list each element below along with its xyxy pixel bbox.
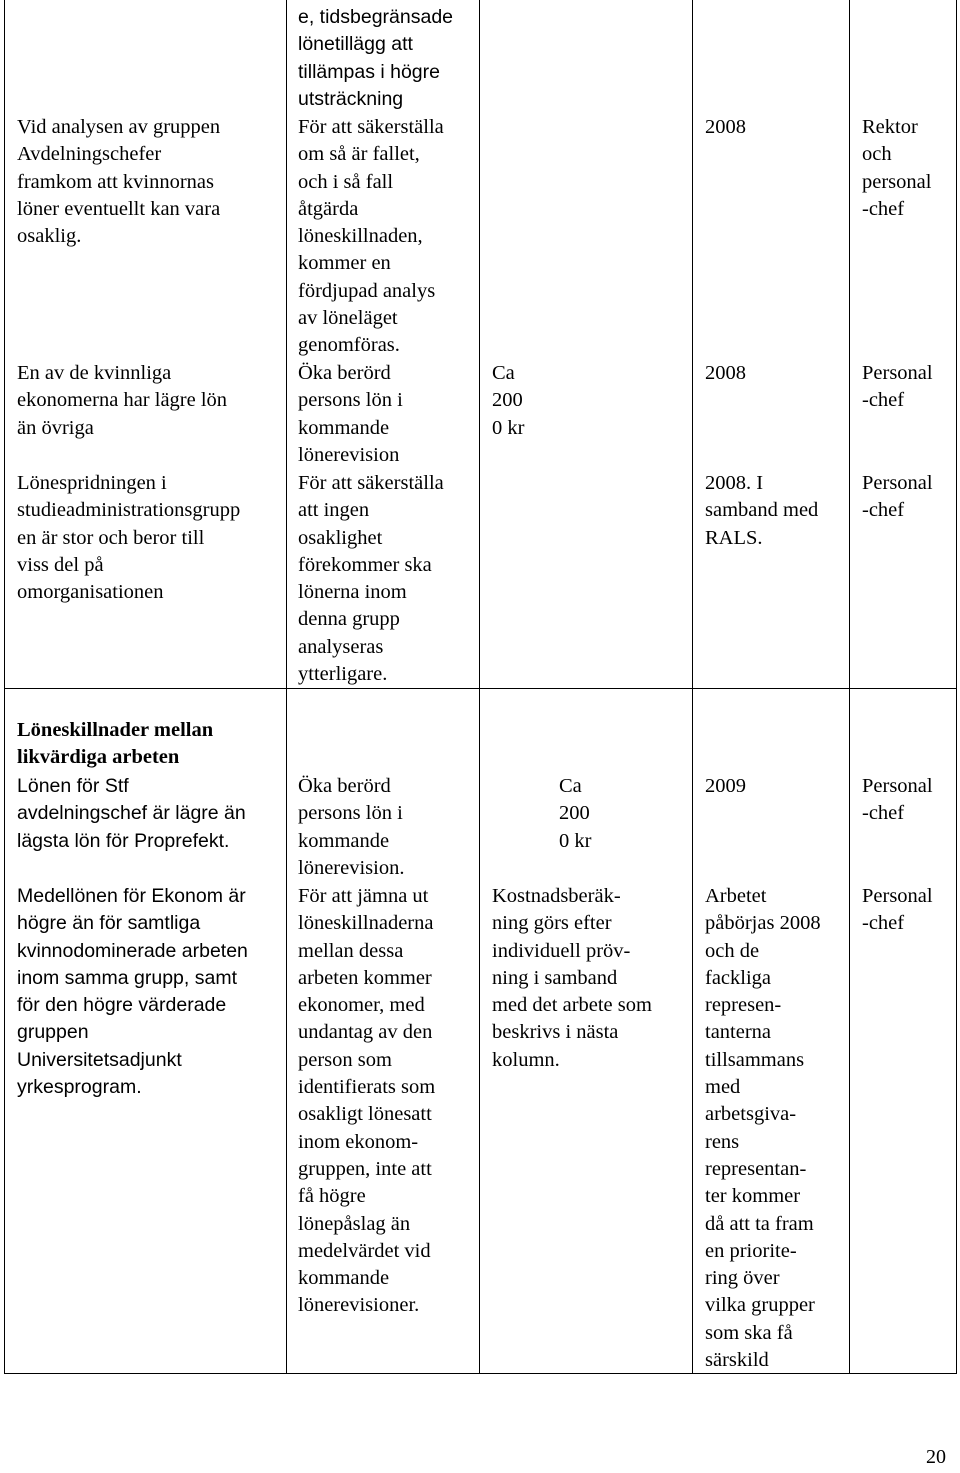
cell-r3-issue: Lönespridningen i studieadministrationsgrupp en är stor och beror till viss del på omorganisationen	[17, 472, 241, 604]
column-divider-1	[286, 0, 287, 1374]
cell-r1-action-continued: e, tidsbegränsade lönetillägg att tillämpas i högre utsträckning	[298, 6, 454, 110]
cell-r5-year: Arbetet påbörjas 2008 och de fackliga represen- tanterna tillsammans med arbetsgiva- rens representan- ter kommer då att ta fram en priorite- ring över vilka grupper som ska få särskild	[705, 885, 821, 1372]
cell-r4-cost: Ca 200 0 kr	[559, 775, 592, 852]
section-heading: Löneskillnader mellan likvärdiga arbeten	[17, 719, 214, 769]
cell-r2-cost: Ca 200 0 kr	[492, 362, 525, 439]
page-number: 20	[926, 1446, 946, 1468]
cell-r2-responsible: Personal -chef	[862, 362, 933, 412]
cell-r4-action: Öka berörd persons lön i kommande lönerevision.	[298, 775, 405, 879]
cell-r2-action: Öka berörd persons lön i kommande lönerevision	[298, 362, 403, 466]
column-divider-3	[692, 0, 693, 1374]
cell-r5-action: För att jämna ut löneskillnaderna mellan dessa arbeten kommer ekonomer, med undantag av den person som identifierats som osakligt lönesatt inom ekonom- gruppen, inte att få högre lönepåslag än medelvärdet vid kommande lönerevisioner.	[298, 885, 436, 1317]
cell-r3-responsible: Personal -chef	[862, 472, 933, 522]
cell-r1-responsible: Rektor och personal -chef	[862, 116, 932, 220]
table-border-left	[4, 0, 5, 1374]
cell-r4-issue: Lönen för Stf avdelningschef är lägre än lägsta lön för Proprefekt.	[17, 775, 246, 852]
cell-r1-year: 2008	[705, 116, 746, 138]
cell-r5-issue: Medellönen för Ekonom är högre än för samtliga kvinnodominerade arbeten inom samma grupp, samt för den högre värderade gruppen Universitetsadjunkt yrkesprogram.	[17, 885, 248, 1099]
cell-r5-cost: Kostnadsberäk- ning görs efter individuell pröv- ning i samband med det arbete som beskrivs i nästa kolumn.	[492, 885, 652, 1071]
cell-r1-action: För att säkerställa om så är fallet, och i så fall åtgärda löneskillnaden, kommer en fördjupad analys av löneläget genomföras.	[298, 116, 444, 357]
table-border-right	[956, 0, 957, 1374]
column-divider-4	[849, 0, 850, 1374]
column-divider-2	[479, 0, 480, 1374]
cell-r1-issue: Vid analysen av gruppen Avdelningschefer framkom att kvinnornas löner eventuellt kan vara osaklig.	[17, 116, 221, 248]
cell-r2-year: 2008	[705, 362, 746, 384]
cell-r4-year: 2009	[705, 775, 746, 797]
row-divider	[4, 688, 957, 689]
cell-r3-year: 2008. I samband med RALS.	[705, 472, 819, 549]
cell-r4-responsible: Personal -chef	[862, 775, 933, 825]
cell-r5-responsible: Personal -chef	[862, 885, 933, 935]
cell-r3-action: För att säkerställa att ingen osaklighet förekommer ska lönerna inom denna grupp analyseras ytterligare.	[298, 472, 444, 686]
cell-r2-issue: En av de kvinnliga ekonomerna har lägre lön än övriga	[17, 362, 228, 439]
